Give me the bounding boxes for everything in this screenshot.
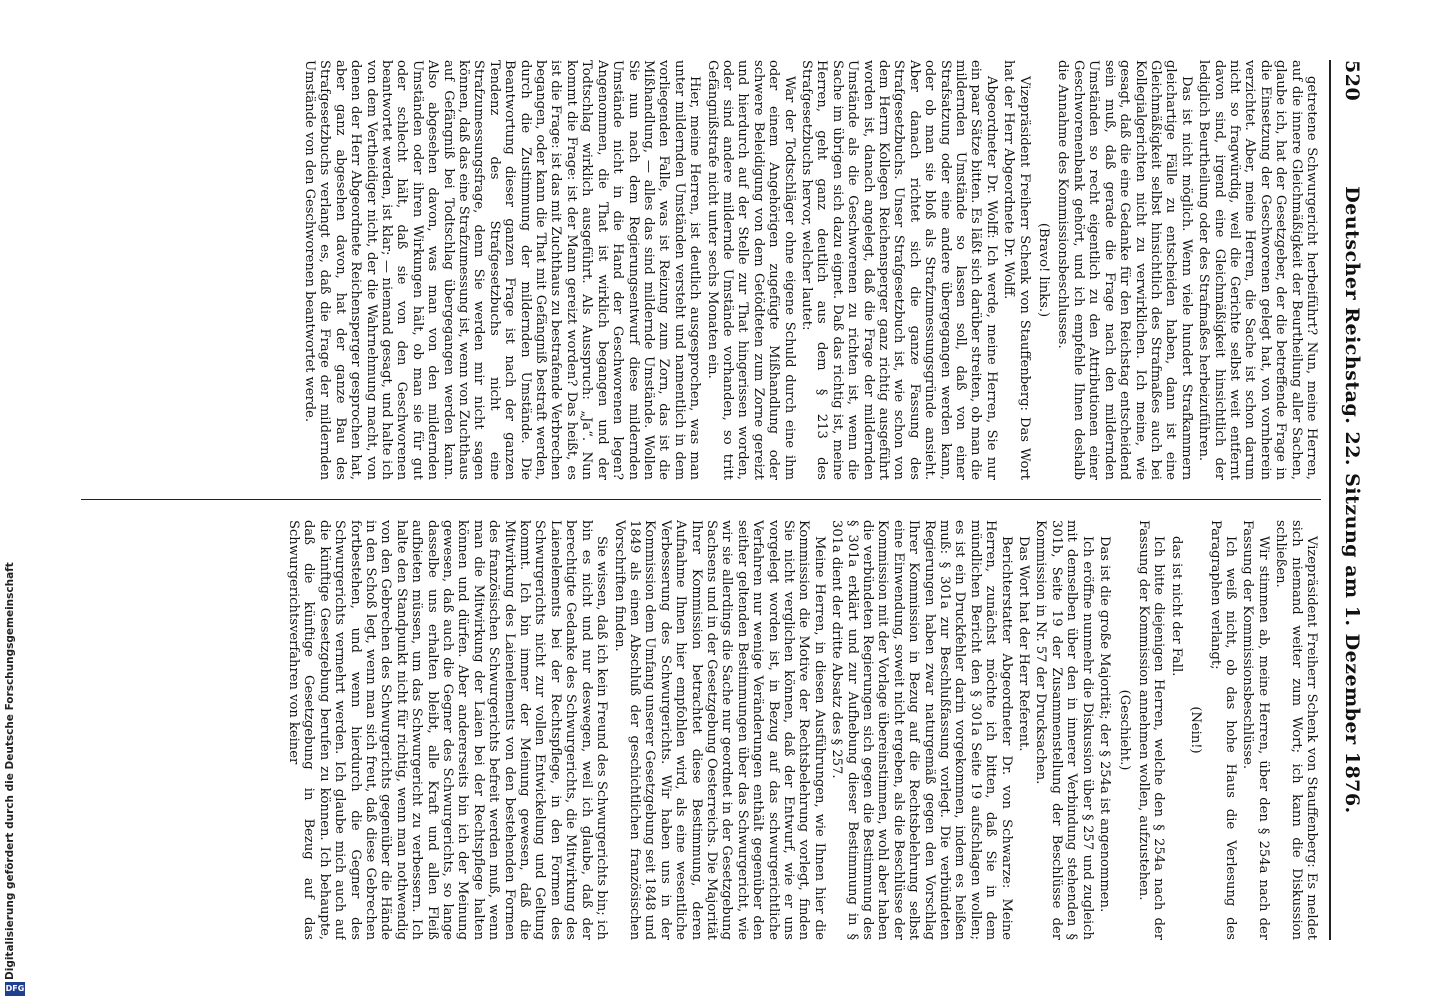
footer-strip	[0, 0, 30, 1000]
page-number: 520	[1341, 60, 1363, 102]
paragraph: Ich bitte diejenigen Herren, welche den § 254a nach der Fassung der Kommission annehmen wollen, aufzustehen.	[1135, 520, 1167, 940]
dfg-logo: DFG	[5, 982, 25, 996]
paragraph: Das ist nicht möglich. Wenn viele hundert Strafkammern gleichartige Fälle zu entscheiden haben, dann ist eine Gleichmäßigkeit selbst hinsichtlich des Strafmaßes auch bei Kollegialgerichten nicht zu verwirklichen. Ich meine, wie gesagt, daß die eine Gedanke für den Reichstag entscheidend sein muß, daß gerade die Frage nach den mildernden Umständen so recht eigentlich zu den Attributionen einer Geschworenenbank gehört, und ich empfehle Ihnen deshalb die Annahme des Kommissionsbeschlusses.	[1055, 60, 1194, 480]
page-title: Deutscher Reichstag. 22. Sitzung am 1. Dezember 1876.	[1341, 186, 1363, 814]
paragraph: Berichterstatter Abgeordneter Dr. von Schwarze: Meine Herren, zunächst möchte ich bitten, daß Sie in dem mündlichen Bericht den § 301a Seite 19 aufschlagen wollen; es ist ein Druckfehler darin vorgekommen, indem es heißen muß: § 301a zur Beschlußfassung vorlegt. Die verbündeten Regierungen haben zwar naturgemäß gegen den Vorschlag Ihrer Kommission in Bezug auf die Rechtsbelehrung selbst eine Einwendung, soweit nicht ergeben, als die Beschlüsse der Kommission mit der Vorlage übereinstimmen, wohl aber haben die verbündeten Regierungen sich gegen die Bestimmung des § 301a erklärt und zur Aufhebung dieser Bestimmung in § 301a dient der dritte Absatz des § 257.	[829, 520, 1014, 940]
page-sheet	[51, 20, 1381, 980]
paragraph: Ich eröffne nunmehr die Diskussion über § 257 und zugleich mit demselben über den in innerer Verbindung stehenden § 301b, Seite 19 der Zusammenstellung der Beschlüsse der Kommission in Nr. 57 der Drucksachen.	[1033, 520, 1095, 940]
paragraph: Hier, meine Herren, ist deutlich ausgesprochen, was man unter mildernden Umständen versteht und namentlich in dem vorliegenden Falle, was ist Reizung zum Zorn, das ist die Mißhandlung, — alles das sind mildernde Umstände. Wollen Sie nun nach dem Regierungsentwurf diese mildernden Umstände nicht in die Hand der Geschworenen legen? Angenommen, die That ist wirklich begangen und der Todtschlag wirklich ausgeführt. Als Ausspruch: „Ja“. Nun kommt die Frage: ist der Mann gereizt worden? Das heißt, es ist die Frage: ist das mit Zuchthaus zu bestrafende Verbrechen begangen, oder kann die That mit Gefängniß bestraft werden, durch die Zustimmung der mildernden Umstände. Die Beantwortung dieser ganzen Frage ist nach der ganzen Tendenz des Strafgesetzbuchs nicht eine Strafzumessungsfrage, denn Sie werden mir nicht sagen können, daß das eine Strafzumessung ist, wenn von Zuchthaus auf Gefängniß bei Todtschlag übergegangen werden kann. Also abgesehen davon, was man von den mildernden Umständen oder ihren Wirkungen hält, ob man sie für gut oder schlecht hält, daß sie von den Geschworenen beantwortet werden, ist klar; — niemand gesagt, und halte ich von dem Vertheidiger nicht, der die Wahrnehmung macht, von denen der Herr Abgeordnete Reichensperger gesprochen hat, aber ganz abgesehen davon, hat der ganze Bau des Strafgesetzbuchs verlangt es, daß die Frage der mildernden Umstände von den Geschworenen beantwortet werde.	[302, 60, 703, 480]
paragraph: Abgeordneter Dr. Wolff: Ich werde, meine Herren, Sie nur ein paar Sätze bitten. Es läßt sich darüber streiten, ob man die mildernden Umstände so lassen soll, daß von einer Strafsatzung oder eine andere übergegangen werden kann, oder ob man sie bloß als Strafzumessungsgründe ansieht. Aber danach richtet sich die ganze Fassung des Strafgesetzbuchs. Unser Strafgesetzbuch ist, wie schon von dem Herrn Kollegen Reichensperger ganz richtig ausgeführt worden ist, danach angelegt, daß die Frage der mildernden Umstände als die Geschworenen zu richten ist, wenn die Sache im übrigen sich dazu eignet. Daß das richtig ist, meine Herren, geht ganz deutlich aus dem § 213 des Strafgesetzbuchs hervor, welcher lautet:	[799, 60, 999, 480]
paragraph: Meine Herren, in diesen Ausführungen, wie Ihnen hier die Kommission die Motive der Rechtsbelehrung vorlegt, finden Sie nicht verglichen können, daß der Entwurf, wie er uns vorgelegt worden ist, in Bezug auf das schwurgerichtliche Verfahren nur wenige Veränderungen enthält gegenüber den seither geltenden Bestimmungen über das Schwurgericht, wie wir sie allerdings die Sache nur geordnet in der Gesetzgebung Sachsens und in der Gesetzgebung Oesterreichs. Die Majorität Ihrer Kommission betrachtet diese Bestimmung, deren Aufnahme Ihnen hier empfohlen wird, als eine wesentliche Verbesserung des Schwurgerichts. Wir haben uns in der Kommission dem Umfang unserer Gesetzgebung seit 1848 und 1849 als einen Abschluß der geschichtlichen französischen Vorschriften finden.	[611, 520, 827, 940]
left-column	[81, 60, 1319, 480]
right-column	[81, 520, 1319, 940]
paragraph: das ist nicht der Fall.	[1168, 536, 1184, 677]
paragraph: (Bravo! links.)	[1036, 222, 1052, 318]
digitization-credit: Digitalisierung gefördert durch die Deutsche Forschungsgemeinschaft	[4, 562, 16, 980]
paragraph: (Nein!)	[1188, 706, 1204, 754]
paragraph: Das ist die große Majorität; der § 254a ist angenommen.	[1097, 536, 1113, 913]
page-header	[1335, 60, 1363, 940]
paragraph: Wir stimmen ab, meine Herren, über den § 254a nach der Fassung der Kommissionsbeschlüsse.	[1240, 520, 1271, 940]
paragraph: Vizepräsident Freiherr Schenk von Stauffenberg: Das Wort hat der Herr Abgeordnete Dr. Wolff.	[1001, 60, 1032, 480]
header-rule	[1329, 60, 1331, 940]
paragraph: getretene Schwurgericht herbeiführt? Nun, meine Herren, auf die innere Gleichmäßigkeit der Beurtheilung aller Sachen, glaube ich, hat der Gesetzgeber, der die betreffende Frage in die Einsetzung der Geschworenen gelegt hat, von vornherein verzichtet. Aber, meine Herren, die Sache ist schon darum nicht so fragwürdig, weil die Gerichte selbst weit entfernt davon sind, irgend eine Gleichmäßigkeit hinsichtlich der lediglich Beurtheilung oder des Strafmaßes herbeizuführen.	[1196, 60, 1319, 480]
paragraph: (Geschieht.)	[1116, 689, 1132, 771]
paragraph: Sie wissen, daß ich kein Freund des Schwurgerichts bin; ich bin es nicht und nur deswegen, weil ich glaube, daß der berechtigte Gedanke des Schwurgerichts, die Mitwirkung des Laienelements bei der Rechtspflege, in den Formen des Schwurgerichts nicht zur vollen Entwickelung und Geltung kommt. Ich bin immer der Meinung gewesen, daß die Mitwirkung des Laienelements von den bestehenden Formen des französischen Schwurgerichts befreit werden muß, wenn man die Mitwirkung der Laien bei der Rechtspflege halten können und dürfen. Aber andererseits bin ich der Meinung gewesen, daß auch die Gegner des Schwurgerichts, so lange dasselbe uns erhalten bleibt, alle Kraft und allen Fleiß aufbieten müssen, um das Schwurgericht zu verbessern. Ich halte den Standpunkt nicht für richtig, wenn man nothwendig von den Gebrechen des Schwurgerichts gegenüber die Hände in den Schoß legt, wenn man sich freut, daß diese Gebrechen fortbestehen, und wenn hierdurch die Gegner des Schwurgerichts vermehrt werden. Ich glaube mich auch auf die künftige Gesetzgebung berufen zu können. Ich behaupte, daß die künftige Gesetzgebung in Bezug auf das Schwurgerichtsverfahren von keiner	[286, 520, 610, 940]
paragraph: Das Wort hat der Herr Referent.	[1016, 536, 1032, 752]
paragraph: Vizepräsident Freiherr Schenk von Stauffenberg: Es meldet sich niemand weiter zum Wort; ich kann die Diskussion schließen.	[1273, 520, 1319, 940]
column-divider	[81, 499, 1321, 500]
paragraph: Ich weiß nicht, ob das hohe Haus die Verlesung des Paragraphen verlangt;	[1207, 520, 1238, 940]
paragraph: War der Todtschläger ohne eigene Schuld durch eine ihm oder einem Angehörigen zugefügte Mißhandlung oder schwere Beleidigung von dem Getödteten zum Zorne gereizt und hierdurch auf der Stelle zur That hingerissen worden, oder sind andere mildernde Umstände vorhanden, so tritt Gefängnißstrafe nicht unter sechs Monaten ein.	[704, 60, 797, 480]
